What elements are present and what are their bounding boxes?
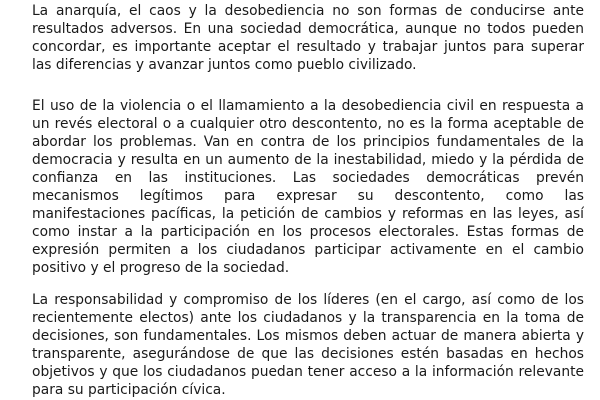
paragraph-responsabilidad: La responsabilidad y compromiso de los líderes (en el cargo, así como de los recientemente electos) ante los ciudadanos y la transparencia en la toma de decisiones, son fundamentales. Los mismos deben actuar de manera abierta y transparente, asegurándose de que las decisiones estén basadas en hechos objetivos y que los ciudadanos puedan tener acceso a la información relevante para su participación cívica. <box>32 292 584 398</box>
document-body <box>32 0 584 400</box>
paragraph-violencia: El uso de la violencia o el llamamiento a la desobediencia civil en respuesta a un revés electoral o a cualquier otro descontento, no es la forma aceptable de abordar los problemas. Van en contra de los principios fundamentales de la democracia y resulta en un aumento de la inestabilidad, miedo y la pérdida de confianza en las instituciones. Las sociedades democráticas prevén mecanismos legítimos para expresar su descontento, como las manifestaciones pacíficas, la petición de cambios y reformas en las leyes, así como instar a la participación en los procesos electorales. Estas formas de expresión permiten a los ciudadanos participar activamente en el cambio positivo y el progreso de la sociedad. <box>32 98 584 276</box>
paragraph-anarquia: La anarquía, el caos y la desobediencia no son formas de conducirse ante resultados adversos. En una sociedad democrática, aunque no todos pueden concordar, es importante aceptar el resultado y trabajar juntos para superar las diferencias y avanzar juntos como pueblo civilizado. <box>32 3 584 73</box>
